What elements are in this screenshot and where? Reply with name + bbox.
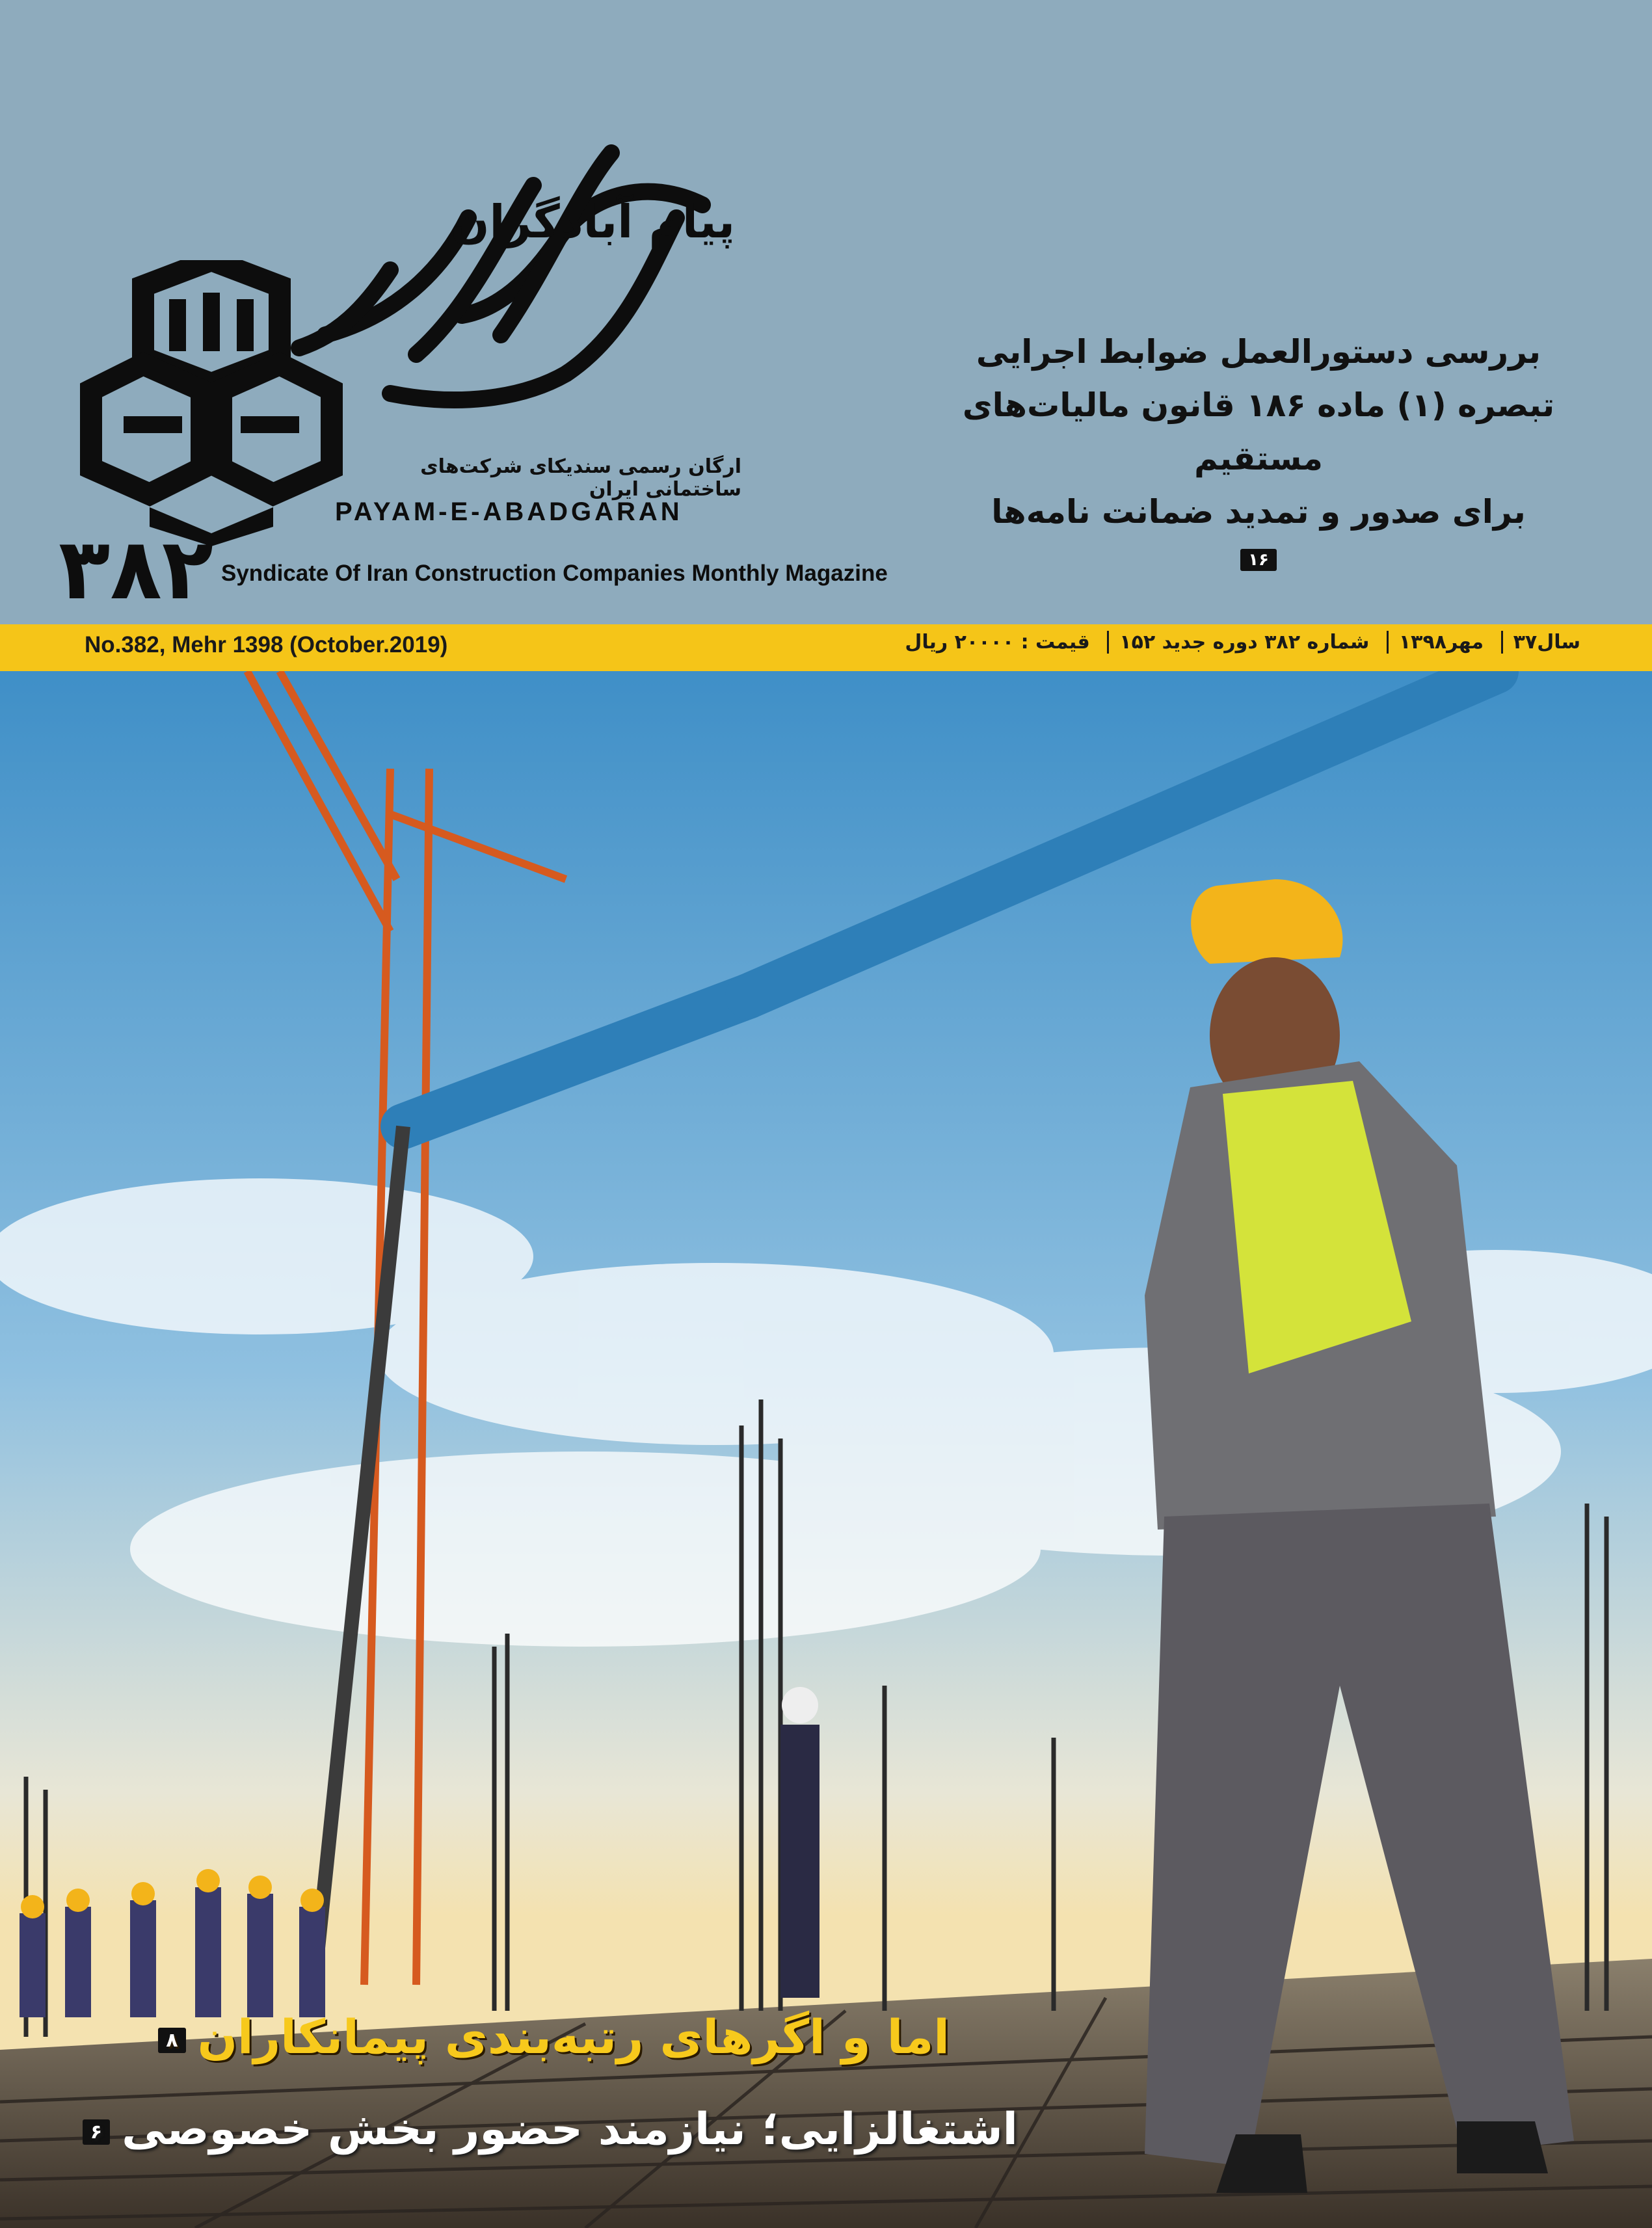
headline-line-2: تبصره (۱) ماده ۱۸۶ قانون مالیات‌های مستقیم — [962, 386, 1555, 477]
issue-month: مهر۱۳۹۸ — [1398, 631, 1484, 654]
issue-info-fa — [898, 631, 1587, 654]
title-fa-logotype: پیام آبادگران — [450, 195, 735, 248]
masthead-area — [0, 0, 1652, 624]
issue-number-fa: شماره ۳۸۲ دوره جدید ۱۵۲ — [1119, 631, 1370, 654]
cover-photo — [0, 671, 1652, 2228]
headline-page-badge: ۱۶ — [1240, 549, 1277, 571]
headline-line-1: بررسی دستورالعمل ضوابط اجرایی — [976, 333, 1541, 371]
cover-headline — [911, 325, 1606, 571]
cover-story-2 — [83, 2104, 1018, 2155]
cover-story-1-title: اما و اگرهای رتبه‌بندی پیمانکاران — [197, 2009, 950, 2064]
cover-story-1-page: ۸ — [158, 2028, 185, 2053]
cover-story-2-page: ۶ — [83, 2119, 110, 2145]
volume-year: سال۳۷ — [1513, 631, 1580, 654]
cover-story-2-title: اشتغالزایی؛ نیازمند حضور بخش خصوصی — [122, 2104, 1018, 2155]
masthead-subtitle-fa: ارگان رسمی سندیکای شرکت‌های ساختمانی ایران — [420, 455, 741, 501]
price: قیمت : ۲۰۰۰۰ ریال — [905, 631, 1090, 654]
cover-story-1 — [158, 2009, 950, 2064]
masthead-tagline: Syndicate Of Iran Construction Companies Monthly Magazine — [221, 561, 888, 586]
headline-line-3: برای صدور و تمدید ضمانت نامه‌ها — [991, 493, 1526, 531]
issue-number-large: ۳۸۲ — [59, 520, 214, 618]
calligraphic-title-logo — [286, 140, 741, 445]
masthead-title-en: PAYAM-E-ABADGARAN — [335, 497, 683, 526]
issue-info-en: No.382, Mehr 1398 (October.2019) — [85, 632, 448, 657]
